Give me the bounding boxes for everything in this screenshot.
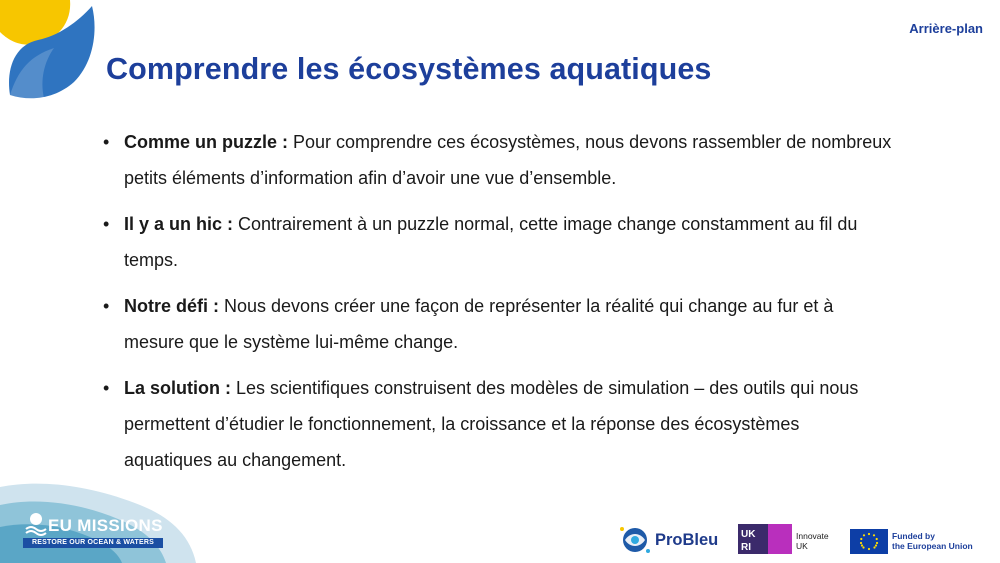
- bullet-text: Contrairement à un puzzle normal, cette image change constamment au fil du temps.: [124, 214, 858, 270]
- bullet-item: [102, 370, 892, 478]
- innovate-line1: Innovate: [796, 531, 829, 541]
- drop-icon: [30, 513, 42, 525]
- svg-text:RI: RI: [741, 542, 751, 553]
- bullet-key: Comme un puzzle :: [124, 132, 289, 152]
- bullet-marker: •: [103, 132, 110, 152]
- bullet-text: Pour comprendre ces écosystèmes, nous devons rassembler de nombreux petits éléments d’information afin d’avoir une vue d’ensemble.: [124, 132, 892, 188]
- section-tag: Arrière-plan: [909, 21, 983, 36]
- bullet-key: La solution :: [124, 378, 231, 398]
- bullet-item: [102, 206, 892, 278]
- ukri-logo-icon: [738, 524, 792, 554]
- missions-subtitle: RESTORE OUR OCEAN & WATERS: [23, 538, 163, 548]
- bullet-list: [102, 124, 892, 488]
- svg-text:UK: UK: [741, 529, 756, 540]
- funded-line1: Funded by: [892, 531, 935, 541]
- funded-line2: the European Union: [892, 541, 973, 551]
- slide-title: Comprendre les écosystèmes aquatiques: [106, 52, 712, 86]
- bullet-item: [102, 124, 892, 196]
- innovate-uk-label: [796, 531, 829, 551]
- bullet-key: Il y a un hic :: [124, 214, 234, 234]
- bullet-marker: •: [103, 378, 110, 398]
- bullet-key: Notre défi :: [124, 296, 220, 316]
- probleu-label: ProBleu: [655, 531, 719, 549]
- bullet-text: Nous devons créer une façon de représenter la réalité qui change au fur et à mesure que le système lui-même change.: [124, 296, 834, 352]
- bullet-marker: •: [103, 214, 110, 234]
- project-logo-icon: [0, 0, 100, 100]
- innovate-line2: UK: [796, 541, 808, 551]
- missions-title: EU MISSIONS: [48, 516, 163, 535]
- eu-flag-icon: [850, 529, 888, 554]
- bullet-item: [102, 288, 892, 360]
- bullet-text: Les scientifiques construisent des modèles de simulation – des outils qui nous permettent d’étudier le fonctionnement, la croissance et la réponse des écosystèmes aquatiques au changement.: [124, 378, 859, 470]
- funded-by-eu-label: [892, 531, 973, 551]
- bullet-marker: •: [103, 296, 110, 316]
